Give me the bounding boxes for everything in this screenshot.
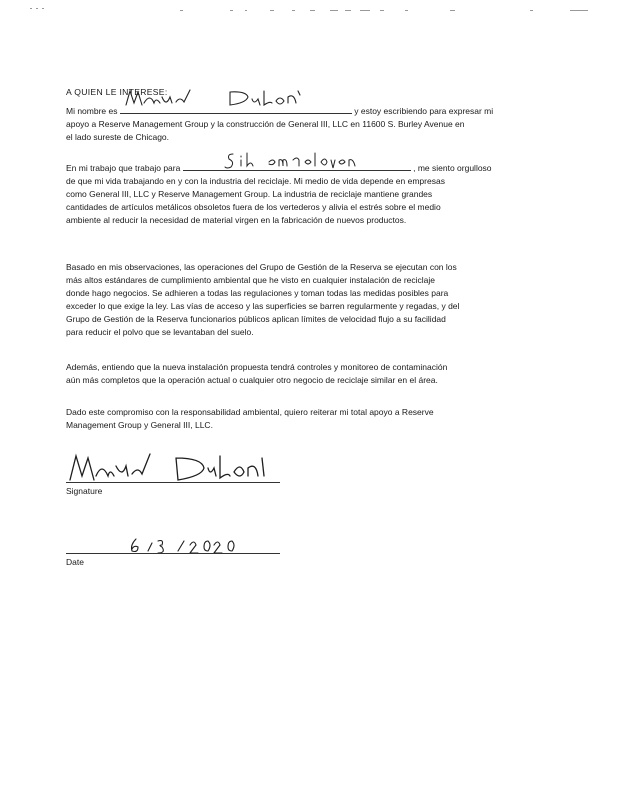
paragraph-new-facility: Además, entiendo que la nueva instalación propuesta tendrá controles y monitoreo de contaminación aún más completos que la operación actual o cualquier otro negocio de reciclaje similar en el área. — [66, 362, 448, 385]
salutation: A QUIEN LE INTERESE: — [66, 87, 168, 97]
name-handwriting-drawing — [120, 89, 352, 113]
scan-header-artifacts — [30, 4, 590, 16]
paragraph-observations: Basado en mis observaciones, las operaciones del Grupo de Gestión de la Reserva se ejecutan con los más altos estándares de cumplimiento ambiental que he visto en cualquier instalación de reciclaje donde hago negocios. Se adhieren a todas las regulaciones y toman todas las medidas posibles para exceder lo que exige la ley. Las vías de acceso y las superficies se barren regularmente y regadas, y del Grupo de Gestión de la Reserva funcionarios públicos aplican límites de velocidad flujo a su facilidad para reducir el polvo que se levantaban del suelo. — [66, 262, 460, 337]
employer-handwritten — [183, 161, 411, 171]
date-line — [66, 553, 280, 554]
signature-drawing — [66, 452, 280, 484]
paragraph-closing: Dado este compromiso con la responsabilidad ambiental, quiero reiterar mi total apoyo a Reserve Management Group y General III, LLC. — [66, 407, 434, 430]
paragraph-employment: En mi trabajo que trabajo para , me siento orgulloso de que mi vida trabajando en y con la industria del reciclaje. Mi medio de vida depende en empresas como General III, LLC y Reserve Management Group. La industria de reciclaje mantiene grandes cantidades de artículos metálicos obsoletos fuera de los vertederos y alivia el estrés sobre el medio ambiente al reducir la necesidad de material virgen en la fabricación de nuevos productos. — [66, 161, 552, 227]
name-handwritten — [120, 104, 352, 114]
paragraph-intro: Mi nombre es y estoy escribiendo para expresar mi apoyo a Reserve Management Group y la construcción de General III, LLC en 11600 S. Burley Avenue en el lado sureste de Chicago. — [66, 104, 552, 144]
date-label: Date — [66, 557, 84, 567]
signature-line — [66, 482, 280, 483]
employer-handwriting-drawing — [183, 150, 411, 170]
signature-label: Signature — [66, 486, 103, 496]
date-handwriting-drawing — [66, 535, 280, 555]
